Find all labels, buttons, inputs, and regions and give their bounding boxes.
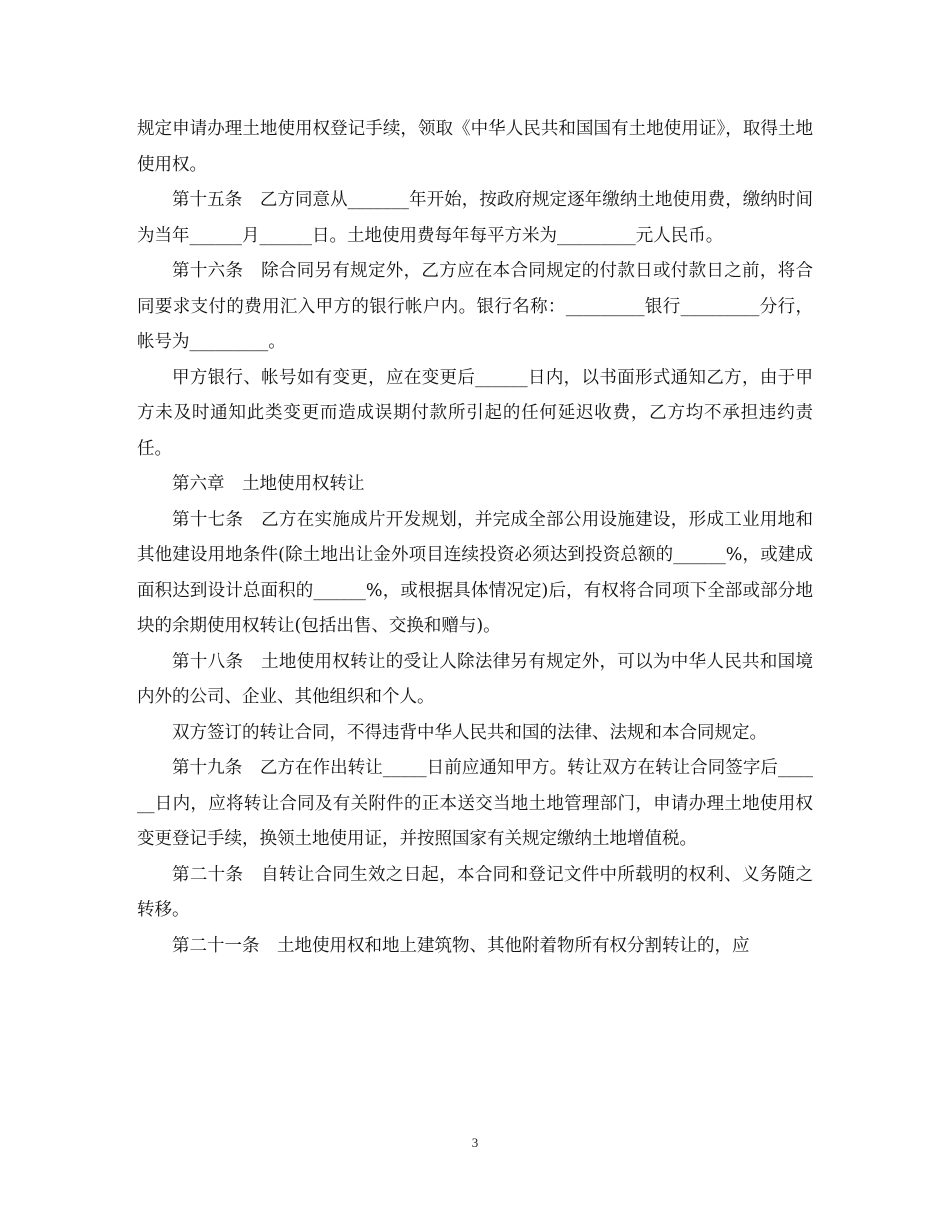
- paragraph-article-18: 第十八条 土地使用权转让的受让人除法律另有规定外，可以为中华人民共和国境内外的公司、企业、其他组织和个人。: [137, 651, 813, 707]
- chapter-heading: 第六章 土地使用权转让: [172, 474, 365, 494]
- paragraph-article-17: 第十七条 乙方在实施成片开发规划，并完成全部公用设施建设，形成工业用地和其他建设用地条件(除土地出让金外项目连续投资必须达到投资总额的______%，或建成面积达到设计总面积的______%，或根据具体情况定)后，有权将合同项下全部或部分地块的余期使用权转让(包括出售、交换和赠与)。: [137, 509, 813, 636]
- paragraph-transfer-contract: 双方签订的转让合同，不得违背中华人民共和国的法律、法规和本合同规定。: [172, 722, 767, 743]
- paragraph-article-20: 第二十条 自转让合同生效之日起，本合同和登记文件中所载明的权利、义务随之转移。: [137, 864, 813, 920]
- paragraph-article-16: 第十六条 除合同另有规定外，乙方应在本合同规定的付款日或付款日之前，将合同要求支付的费用汇入甲方的银行帐户内。银行名称：_________银行_________分行，帐号为_________。: [137, 261, 813, 352]
- document-body: [137, 112, 813, 964]
- paragraph-article-19: 第十九条 乙方在作出转让_____日前应通知甲方。转让双方在转让合同签字后______日内，应将转让合同及有关附件的正本送交当地土地管理部门，申请办理土地使用权变更登记手续，换领土地使用证，并按照国家有关规定缴纳土地增值税。: [137, 758, 813, 849]
- paragraph-continuation: 规定申请办理土地使用权登记手续，领取《中华人民共和国国有土地使用证》，取得土地使用权。: [137, 119, 813, 175]
- paragraph-article-15: 第十五条 乙方同意从_______年开始，按政府规定逐年缴纳土地使用费，缴纳时间为当年______月______日。土地使用费每年每平方米为_________元人民币。: [137, 190, 813, 246]
- paragraph-bank-change: 甲方银行、帐号如有变更，应在变更后______日内，以书面形式通知乙方，由于甲方未及时通知此类变更而造成误期付款所引起的任何延迟收费，乙方均不承担违约责任。: [137, 367, 813, 459]
- page-number: 3: [471, 1135, 479, 1150]
- paragraph-article-21: 第二十一条 土地使用权和地上建筑物、其他附着物所有权分割转让的，应: [172, 935, 750, 956]
